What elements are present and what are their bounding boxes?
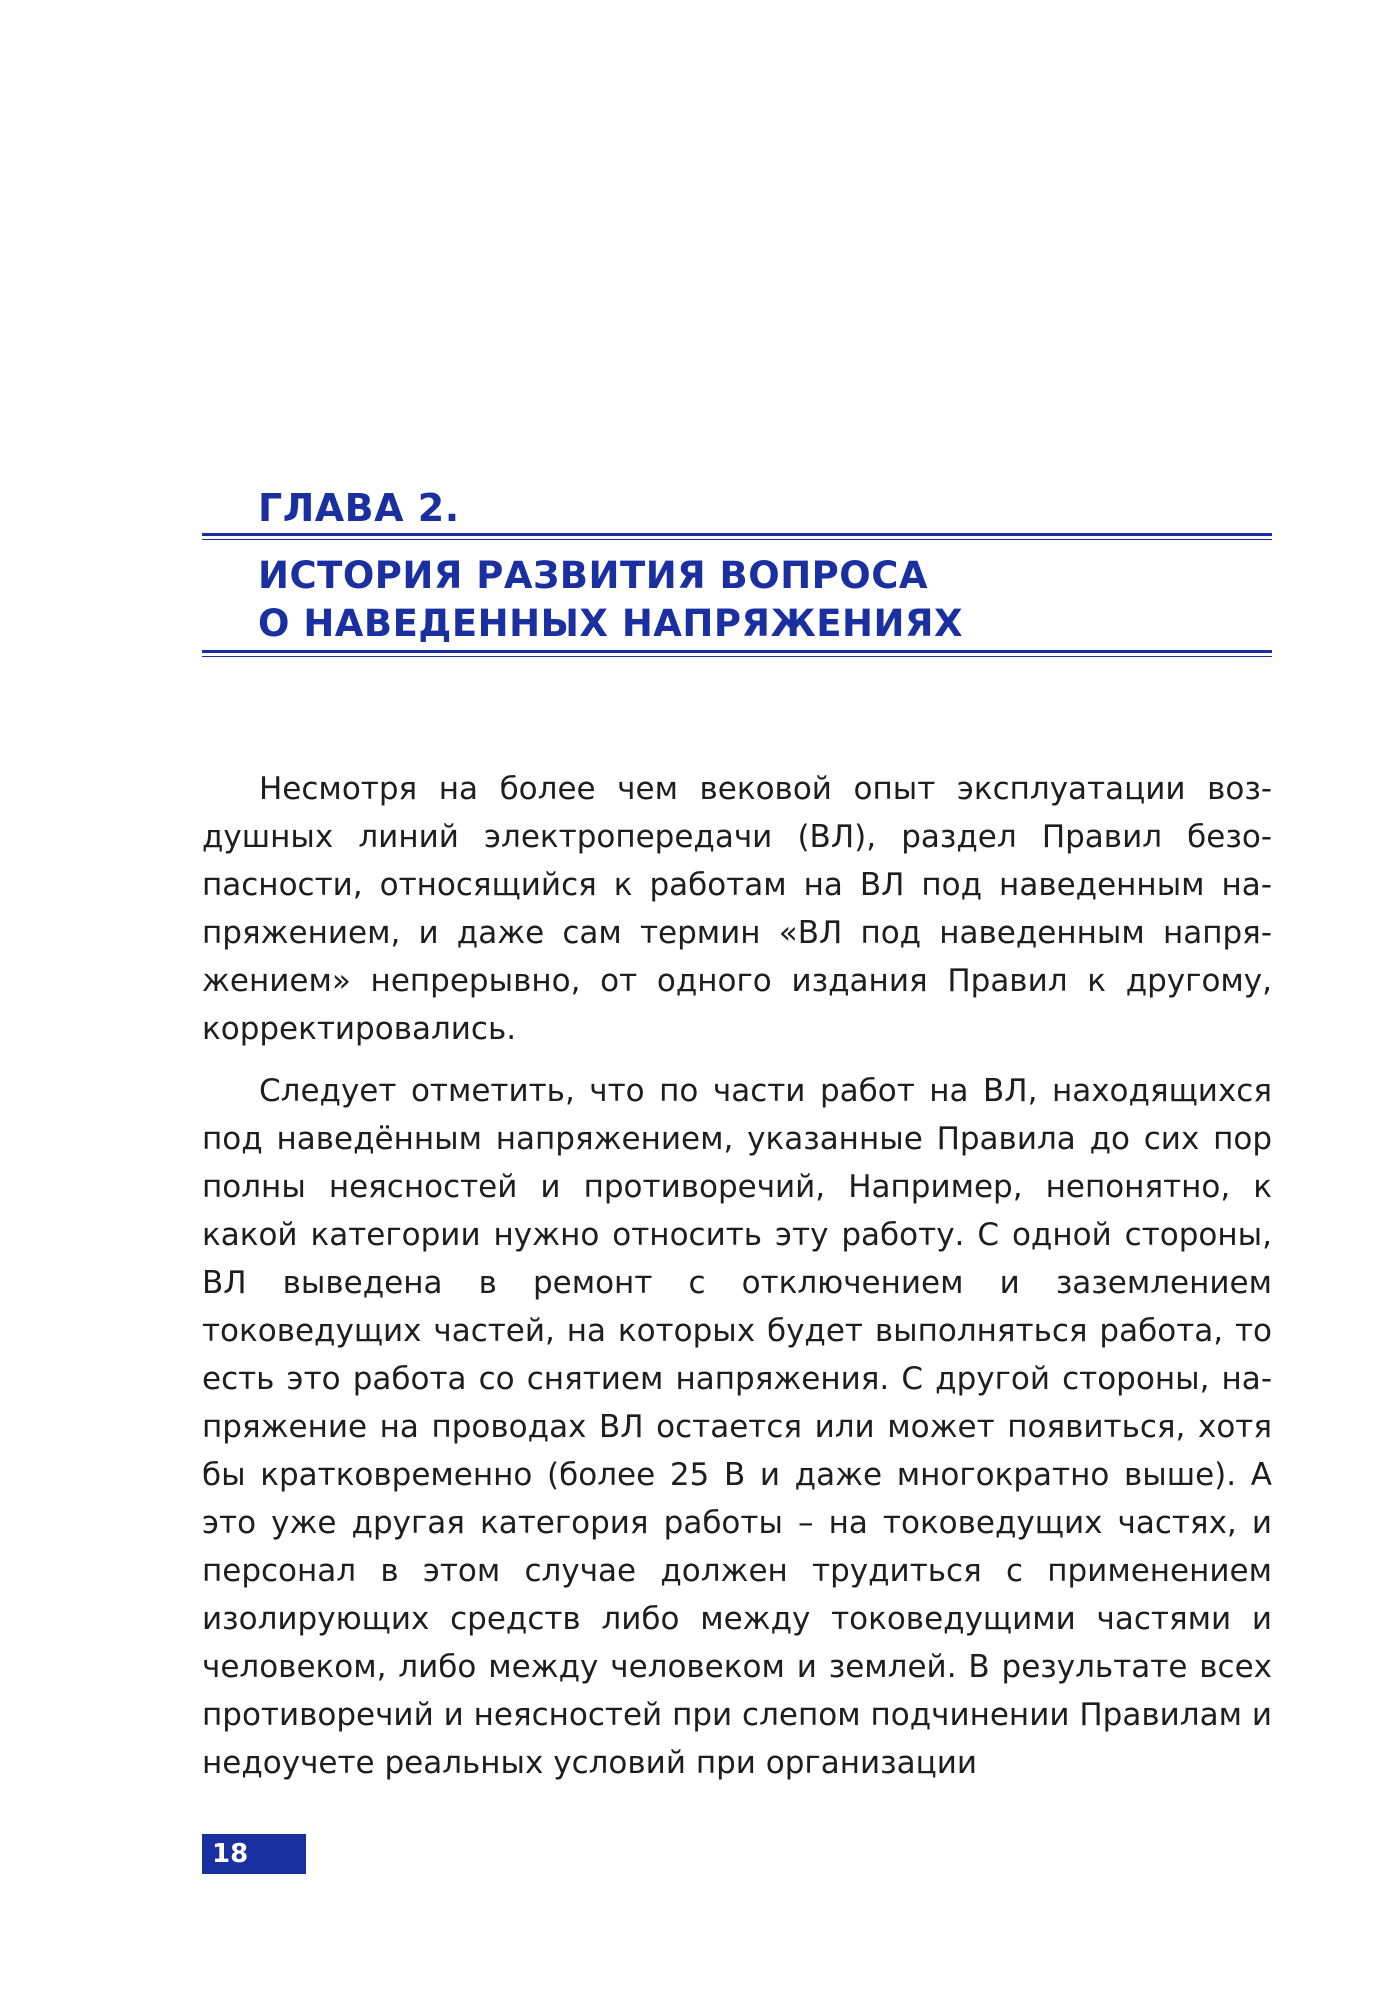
heading-rule-bottom (202, 650, 1272, 657)
page-number-badge: 18 (202, 1834, 306, 1874)
chapter-title-line-2: О НАВЕДЕННЫХ НАПРЯЖЕНИЯХ (258, 602, 964, 645)
chapter-label: ГЛАВА 2. (258, 486, 460, 530)
chapter-title-line-1: ИСТОРИЯ РАЗВИТИЯ ВОПРОСА (258, 554, 929, 597)
heading-rule-top (202, 533, 1272, 540)
body-text (202, 765, 1272, 1787)
paragraph-1: Несмотря на более чем вековой опыт эксплуатации воздушных линий электропередачи (ВЛ), раздел Правил безопасности, относящийся к работам на ВЛ под наведенным напряжением, и даже сам термин «ВЛ под наведенным напряжением» непрерывно, от одного издания Правил к другому, корректировались. (202, 771, 1272, 1047)
chapter-title (258, 552, 963, 648)
paragraph-2: Следует отметить, что по части работ на ВЛ, находящихся под наведённым напряжением, указанные Правила до сих пор полны неясностей и противоречий, Например, непонятно, к какой категории нужно относить эту работу. С одной стороны, ВЛ выведена в ремонт с отключением и заземлением токоведущих частей, на которых будет выполняться работа, то есть это работа со снятием напряжения. С другой стороны, напряжение на проводах ВЛ остается или может появиться, хотя бы кратковременно (более 25 В и даже многократно выше). А это уже другая категория работы – на токоведущих частях, и персонал в этом случае должен трудиться с применением изолирующих средств либо между токоведущими частями и человеком, либо между человеком и землей. В результате всех противоречий и неясностей при слепом подчинении Правилам и недоучете реальных условий при организации (202, 1073, 1272, 1781)
